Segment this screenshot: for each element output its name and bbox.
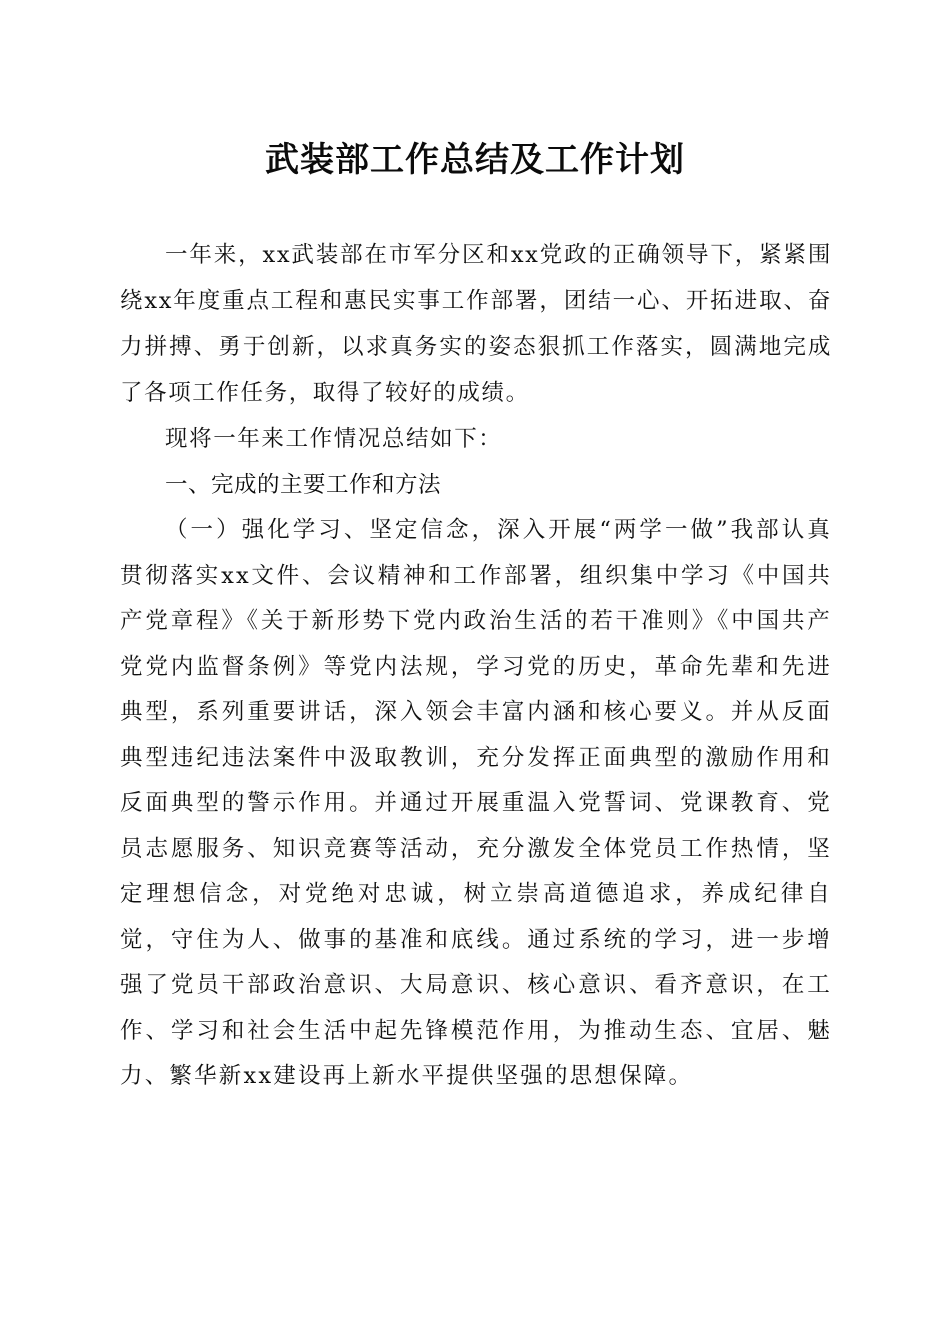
document-body (120, 232, 832, 1100)
intro-paragraph: 一年来，xx武装部在市军分区和xx党政的正确领导下，紧紧围绕xx年度重点工程和惠民实事工作部署，团结一心、开拓进取、奋力拼搏、勇于创新，以求真务实的姿态狠抓工作落实，圆满地完成了各项工作任务，取得了较好的成绩。 (120, 242, 832, 406)
document-title: 武装部工作总结及工作计划 (265, 140, 685, 180)
section-paragraph: （一）强化学习、坚定信念，深入开展“两学一做”我部认真贯彻落实xx文件、会议精神和工作部署，组织集中学习《中国共产党章程》《关于新形势下党内政治生活的若干准则》《中国共产党党内监督条例》等党内法规，学习党的历史，革命先辈和先进典型，系列重要讲话，深入领会丰富内涵和核心要义。并从反面典型违纪违法案件中汲取教训，充分发挥正面典型的激励作用和反面典型的警示作用。并通过开展重温入党誓词、党课教育、党员志愿服务、知识竞赛等活动，充分激发全体党员工作热情，坚定理想信念，对党绝对忠诚，树立崇高道德追求，养成纪律自觉，守住为人、做事的基准和底线。通过系统的学习，进一步增强了党员干部政治意识、大局意识、核心意识、看齐意识，在工作、学习和社会生活中起先锋模范作用，为推动生态、宜居、魅力、繁华新xx建设再上新水平提供坚强的思想保障。 (120, 517, 832, 1089)
section-heading: 一、完成的主要工作和方法 (165, 472, 442, 498)
summary-lead-paragraph: 现将一年来工作情况总结如下： (165, 426, 503, 452)
